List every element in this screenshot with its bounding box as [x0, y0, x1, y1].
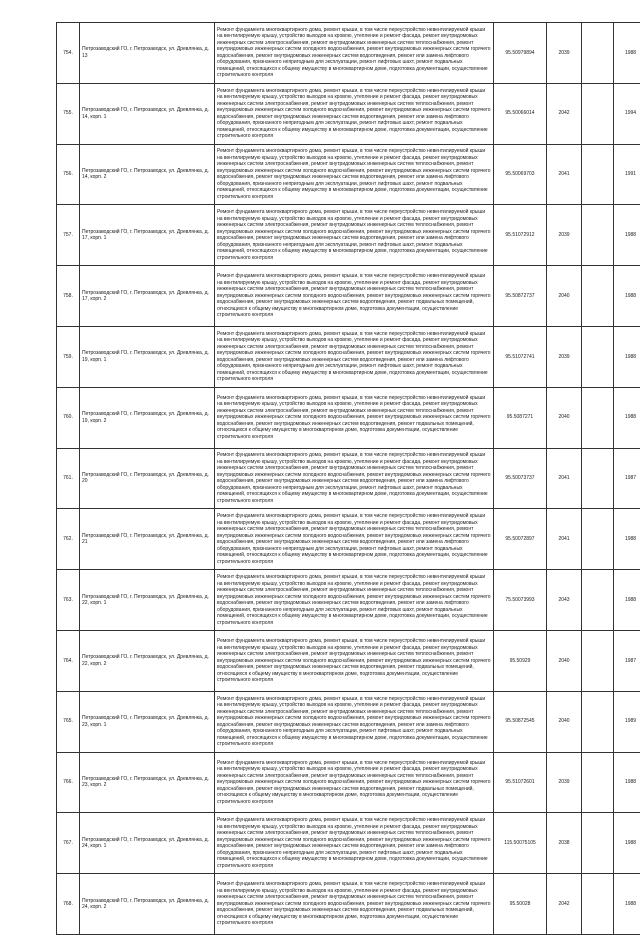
empty-cell [582, 205, 614, 266]
build-year-cell: 1988 [614, 205, 640, 266]
build-year-cell: 1989 [614, 691, 640, 752]
empty-cell [582, 448, 614, 509]
plan-year-cell: 2040 [547, 266, 582, 327]
address-cell: Петрозаводский ГО, г. Петрозаводск, ул. Древлянка, д. 19, корп. 2 [80, 387, 215, 448]
table-row [57, 874, 640, 935]
plan-year-cell: 2041 [547, 509, 582, 570]
works-cell: Ремонт фундамента многоквартирного дома, ремонт крыши, в том числе переустройство невентилируемой крыши на вентилируемую крышу, устройство выходов на кровлю, утепление и ремонт фасада, ремонт внутридомовых инженерных систем электроснабжения, ремонт внутридомовых инженерных систем теплоснабжения, ремонт внутридомовых инженерных систем холодного водоснабжения, ремонт внутридомовых инженерных систем горячего водоснабжения, ремонт внутридомовых инженерных систем водоотведения, ремонт или замена лифтового оборудования, признанного непригодным для эксплуатации, ремонт лифтовых шахт, ремонт подвальных помещений, относящихся к общему имуществу в многоквартирном доме, подготовка документации, осуществление строительного контроля [215, 570, 494, 631]
works-cell: Ремонт фундамента многоквартирного дома, ремонт крыши, в том числе переустройство невентилируемой крыши на вентилируемую крышу, устройство выходов на кровлю, утепление и ремонт фасада, ремонт внутридомовых инженерных систем электроснабжения, ремонт внутридомовых инженерных систем теплоснабжения, ремонт внутридомовых инженерных систем холодного водоснабжения, ремонт внутридомовых инженерных систем горячего водоснабжения, ремонт внутридомовых инженерных систем водоотведения, ремонт или замена лифтового оборудования, признанного непригодным для эксплуатации, ремонт лифтовых шахт, ремонт подвальных помещений, относящихся к общему имуществу в многоквартирном доме, подготовка документации, осуществление строительного контроля [215, 23, 494, 84]
plan-year-cell: 2043 [547, 570, 582, 631]
area-cell: 95.50028 [494, 874, 547, 935]
works-cell: Ремонт фундамента многоквартирного дома, ремонт крыши, в том числе переустройство невентилируемой крыши на вентилируемую крышу, устройство выходов на кровлю, утепление и ремонт фасада, ремонт внутридомовых инженерных систем электроснабжения, ремонт внутридомовых инженерных систем теплоснабжения, ремонт внутридомовых инженерных систем холодного водоснабжения, ремонт внутридомовых инженерных систем горячего водоснабжения, ремонт внутридомовых инженерных систем водоотведения, ремонт или замена лифтового оборудования, признанного непригодным для эксплуатации, ремонт лифтовых шахт, ремонт подвальных помещений, относящихся к общему имуществу в многоквартирном доме, подготовка документации, осуществление строительного контроля [215, 509, 494, 570]
area-cell: 115.50075105 [494, 813, 547, 874]
empty-cell [582, 752, 614, 813]
empty-cell [582, 83, 614, 144]
area-cell: 95.5087271 [494, 387, 547, 448]
works-cell: Ремонт фундамента многоквартирного дома, ремонт крыши, в том числе переустройство невентилируемой крыши на вентилируемую крышу, устройство выходов на кровлю, утепление и ремонт фасада, ремонт внутридомовых инженерных систем электроснабжения, ремонт внутридомовых инженерных систем теплоснабжения, ремонт внутридомовых инженерных систем холодного водоснабжения, ремонт внутридомовых инженерных систем горячего водоснабжения, ремонт внутридомовых инженерных систем водоотведения, ремонт или замена лифтового оборудования, признанного непригодным для эксплуатации, ремонт лифтовых шахт, ремонт подвальных помещений, относящихся к общему имуществу в многоквартирном доме, подготовка документации, осуществление строительного контроля [215, 144, 494, 205]
address-cell: Петрозаводский ГО, г. Петрозаводск, ул. Древлянка, д. 24, корп. 2 [80, 874, 215, 935]
works-cell: Ремонт фундамента многоквартирного дома, ремонт крыши, в том числе переустройство невентилируемой крыши на вентилируемую крышу, устройство выходов на кровлю, утепление и ремонт фасада, ремонт внутридомовых инженерных систем электроснабжения, ремонт внутридомовых инженерных систем теплоснабжения, ремонт внутридомовых инженерных систем холодного водоснабжения, ремонт внутридомовых инженерных систем горячего водоснабжения, ремонт внутридомовых инженерных систем водоотведения, ремонт подвальных помещений, относящихся к общему имуществу в многоквартирном доме, подготовка документации, осуществление строительного контроля [215, 752, 494, 813]
works-cell: Ремонт фундамента многоквартирного дома, ремонт крыши, в том числе переустройство невентилируемой крыши на вентилируемую крышу, устройство выходов на кровлю, утепление и ремонт фасада, ремонт внутридомовых инженерных систем электроснабжения, ремонт внутридомовых инженерных систем теплоснабжения, ремонт внутридомовых инженерных систем холодного водоснабжения, ремонт внутридомовых инженерных систем горячего водоснабжения, ремонт внутридомовых инженерных систем водоотведения, ремонт подвальных помещений, относящихся к общему имуществу в многоквартирном доме, подготовка документации, осуществление строительного контроля [215, 630, 494, 691]
empty-cell [582, 326, 614, 387]
build-year-cell: 1988 [614, 752, 640, 813]
table-row [57, 509, 640, 570]
build-year-cell: 1987 [614, 448, 640, 509]
table-row [57, 144, 640, 205]
plan-year-cell: 2039 [547, 326, 582, 387]
empty-cell [582, 266, 614, 327]
row-number: 755. [57, 83, 80, 144]
works-cell: Ремонт фундамента многоквартирного дома, ремонт крыши, в том числе переустройство невентилируемой крыши на вентилируемую крышу, устройство выходов на кровлю, утепление и ремонт фасада, ремонт внутридомовых инженерных систем электроснабжения, ремонт внутридомовых инженерных систем теплоснабжения, ремонт внутридомовых инженерных систем холодного водоснабжения, ремонт внутридомовых инженерных систем горячего водоснабжения, ремонт внутридомовых инженерных систем водоотведения, ремонт или замена лифтового оборудования, признанного непригодным для эксплуатации, ремонт лифтовых шахт, ремонт подвальных помещений, относящихся к общему имуществу в многоквартирном доме, подготовка документации, осуществление строительного контроля [215, 205, 494, 266]
works-cell: Ремонт фундамента многоквартирного дома, ремонт крыши, в том числе переустройство невентилируемой крыши на вентилируемую крышу, устройство выходов на кровлю, утепление и ремонт фасада, ремонт внутридомовых инженерных систем электроснабжения, ремонт внутридомовых инженерных систем теплоснабжения, ремонт внутридомовых инженерных систем холодного водоснабжения, ремонт внутридомовых инженерных систем горячего водоснабжения, ремонт внутридомовых инженерных систем водоотведения, ремонт или замена лифтового оборудования, признанного непригодным для эксплуатации, ремонт лифтовых шахт, ремонт подвальных помещений, относящихся к общему имуществу в многоквартирном доме, подготовка документации, осуществление строительного контроля [215, 448, 494, 509]
plan-year-cell: 2040 [547, 630, 582, 691]
address-cell: Петрозаводский ГО, г. Петрозаводск, ул. Древлянка, д. 17, корп. 2 [80, 266, 215, 327]
plan-year-cell: 2042 [547, 83, 582, 144]
row-number: 757. [57, 205, 80, 266]
row-number: 754. [57, 23, 80, 84]
works-cell: Ремонт фундамента многоквартирного дома, ремонт крыши, в том числе переустройство невентилируемой крыши на вентилируемую крышу, устройство выходов на кровлю, утепление и ремонт фасада, ремонт внутридомовых инженерных систем электроснабжения, ремонт внутридомовых инженерных систем теплоснабжения, ремонт внутридомовых инженерных систем холодного водоснабжения, ремонт внутридомовых инженерных систем горячего водоснабжения, ремонт внутридомовых инженерных систем водоотведения, ремонт подвальных помещений, относящихся к общему имуществу в многоквартирном доме, подготовка документации, осуществление строительного контроля [215, 874, 494, 935]
empty-cell [582, 691, 614, 752]
plan-year-cell: 2040 [547, 691, 582, 752]
area-cell: 75.50073993 [494, 570, 547, 631]
program-table-body [57, 23, 640, 935]
plan-year-cell: 2038 [547, 813, 582, 874]
works-cell: Ремонт фундамента многоквартирного дома, ремонт крыши, в том числе переустройство невентилируемой крыши на вентилируемую крышу, устройство выходов на кровлю, утепление и ремонт фасада, ремонт внутридомовых инженерных систем электроснабжения, ремонт внутридомовых инженерных систем теплоснабжения, ремонт внутридомовых инженерных систем холодного водоснабжения, ремонт внутридомовых инженерных систем горячего водоснабжения, ремонт внутридомовых инженерных систем водоотведения, ремонт или замена лифтового оборудования, признанного непригодным для эксплуатации, ремонт лифтовых шахт, ремонт подвальных помещений, относящихся к общему имуществу в многоквартирном доме, подготовка документации, осуществление строительного контроля [215, 691, 494, 752]
row-number: 763. [57, 570, 80, 631]
row-number: 768. [57, 874, 80, 935]
plan-year-cell: 2039 [547, 23, 582, 84]
build-year-cell: 1994 [614, 83, 640, 144]
address-cell: Петрозаводский ГО, г. Петрозаводск, ул. Древлянка, д. 24, корп. 1 [80, 813, 215, 874]
address-cell: Петрозаводский ГО, г. Петрозаводск, ул. Древлянка, д. 14, корп. 2 [80, 144, 215, 205]
empty-cell [582, 630, 614, 691]
works-cell: Ремонт фундамента многоквартирного дома, ремонт крыши, в том числе переустройство невентилируемой крыши на вентилируемую крышу, устройство выходов на кровлю, утепление и ремонт фасада, ремонт внутридомовых инженерных систем электроснабжения, ремонт внутридомовых инженерных систем теплоснабжения, ремонт внутридомовых инженерных систем холодного водоснабжения, ремонт внутридомовых инженерных систем горячего водоснабжения, ремонт внутридомовых инженерных систем водоотведения, ремонт или замена лифтового оборудования, признанного непригодным для эксплуатации, ремонт лифтовых шахт, ремонт подвальных помещений, относящихся к общему имуществу в многоквартирном доме, подготовка документации, осуществление строительного контроля [215, 326, 494, 387]
table-row [57, 691, 640, 752]
empty-cell [582, 509, 614, 570]
area-cell: 95.51072912 [494, 205, 547, 266]
row-number: 761. [57, 448, 80, 509]
table-row [57, 266, 640, 327]
row-number: 767. [57, 813, 80, 874]
build-year-cell: 1991 [614, 144, 640, 205]
table-row [57, 813, 640, 874]
area-cell: 95.50872545 [494, 691, 547, 752]
row-number: 765. [57, 691, 80, 752]
row-number: 766. [57, 752, 80, 813]
area-cell: 95.50929 [494, 630, 547, 691]
build-year-cell: 1988 [614, 570, 640, 631]
program-table [56, 22, 640, 935]
table-row [57, 205, 640, 266]
build-year-cell: 1988 [614, 326, 640, 387]
plan-year-cell: 2040 [547, 387, 582, 448]
build-year-cell: 1988 [614, 874, 640, 935]
address-cell: Петрозаводский ГО, г. Петрозаводск, ул. Древлянка, д. 17, корп. 1 [80, 205, 215, 266]
row-number: 758. [57, 266, 80, 327]
address-cell: Петрозаводский ГО, г. Петрозаводск, ул. Древлянка, д. 19, корп. 1 [80, 326, 215, 387]
empty-cell [582, 874, 614, 935]
works-cell: Ремонт фундамента многоквартирного дома, ремонт крыши, в том числе переустройство невентилируемой крыши на вентилируемую крышу, устройство выходов на кровлю, утепление и ремонт фасада, ремонт внутридомовых инженерных систем электроснабжения, ремонт внутридомовых инженерных систем теплоснабжения, ремонт внутридомовых инженерных систем холодного водоснабжения, ремонт внутридомовых инженерных систем горячего водоснабжения, ремонт внутридомовых инженерных систем водоотведения, ремонт подвальных помещений, относящихся к общему имуществу в многоквартирном доме, подготовка документации, осуществление строительного контроля [215, 266, 494, 327]
works-cell: Ремонт фундамента многоквартирного дома, ремонт крыши, в том числе переустройство невентилируемой крыши на вентилируемую крышу, устройство выходов на кровлю, утепление и ремонт фасада, ремонт внутридомовых инженерных систем электроснабжения, ремонт внутридомовых инженерных систем теплоснабжения, ремонт внутридомовых инженерных систем холодного водоснабжения, ремонт внутридомовых инженерных систем горячего водоснабжения, ремонт внутридомовых инженерных систем водоотведения, ремонт или замена лифтового оборудования, признанного непригодным для эксплуатации, ремонт лифтовых шахт, ремонт подвальных помещений, относящихся к общему имуществу в многоквартирном доме, подготовка документации, осуществление строительного контроля [215, 83, 494, 144]
build-year-cell: 1987 [614, 630, 640, 691]
table-row [57, 752, 640, 813]
build-year-cell: 1988 [614, 509, 640, 570]
works-cell: Ремонт фундамента многоквартирного дома, ремонт крыши, в том числе переустройство невентилируемой крыши на вентилируемую крышу, устройство выходов на кровлю, утепление и ремонт фасада, ремонт внутридомовых инженерных систем электроснабжения, ремонт внутридомовых инженерных систем теплоснабжения, ремонт внутридомовых инженерных систем холодного водоснабжения, ремонт внутридомовых инженерных систем горячего водоснабжения, ремонт внутридомовых инженерных систем водоотведения, ремонт подвальных помещений, относящихся к общему имуществу в многоквартирном доме, подготовка документации, осуществление строительного контроля [215, 387, 494, 448]
empty-cell [582, 23, 614, 84]
area-cell: 95.50073737 [494, 448, 547, 509]
address-cell: Петрозаводский ГО, г. Петрозаводск, ул. Древлянка, д. 22, корп. 2 [80, 630, 215, 691]
address-cell: Петрозаводский ГО, г. Петрозаводск, ул. Древлянка, д. 21 [80, 509, 215, 570]
area-cell: 95.50072897 [494, 509, 547, 570]
empty-cell [582, 387, 614, 448]
empty-cell [582, 813, 614, 874]
plan-year-cell: 2042 [547, 874, 582, 935]
build-year-cell: 1988 [614, 266, 640, 327]
build-year-cell: 1988 [614, 813, 640, 874]
address-cell: Петрозаводский ГО, г. Петрозаводск, ул. Древлянка, д. 23, корп. 1 [80, 691, 215, 752]
build-year-cell: 1988 [614, 387, 640, 448]
empty-cell [582, 570, 614, 631]
table-row [57, 570, 640, 631]
area-cell: 95.50066014 [494, 83, 547, 144]
row-number: 760. [57, 387, 80, 448]
plan-year-cell: 2039 [547, 752, 582, 813]
area-cell: 95.50069703 [494, 144, 547, 205]
plan-year-cell: 2039 [547, 205, 582, 266]
table-row [57, 387, 640, 448]
area-cell: 95.50872737 [494, 266, 547, 327]
table-row [57, 630, 640, 691]
plan-year-cell: 2041 [547, 144, 582, 205]
area-cell: 95.51072741 [494, 326, 547, 387]
row-number: 759. [57, 326, 80, 387]
table-row [57, 83, 640, 144]
address-cell: Петрозаводский ГО, г. Петрозаводск, ул. Древлянка, д. 14, корп. 1 [80, 83, 215, 144]
table-row [57, 326, 640, 387]
empty-cell [582, 144, 614, 205]
area-cell: 95.50979894 [494, 23, 547, 84]
area-cell: 95.51072601 [494, 752, 547, 813]
table-row [57, 448, 640, 509]
row-number: 762. [57, 509, 80, 570]
table-row [57, 23, 640, 84]
address-cell: Петрозаводский ГО, г. Петрозаводск, ул. Древлянка, д. 22, корп. 1 [80, 570, 215, 631]
address-cell: Петрозаводский ГО, г. Петрозаводск, ул. Древлянка, д. 23, корп. 2 [80, 752, 215, 813]
row-number: 756. [57, 144, 80, 205]
address-cell: Петрозаводский ГО, г. Петрозаводск, ул. Древлянка, д. 13 [80, 23, 215, 84]
works-cell: Ремонт фундамента многоквартирного дома, ремонт крыши, в том числе переустройство невентилируемой крыши на вентилируемую крышу, устройство выходов на кровлю, утепление и ремонт фасада, ремонт внутридомовых инженерных систем электроснабжения, ремонт внутридомовых инженерных систем теплоснабжения, ремонт внутридомовых инженерных систем холодного водоснабжения, ремонт внутридомовых инженерных систем горячего водоснабжения, ремонт внутридомовых инженерных систем водоотведения, ремонт или замена лифтового оборудования, признанного непригодным для эксплуатации, ремонт лифтовых шахт, ремонт подвальных помещений, относящихся к общему имуществу в многоквартирном доме, подготовка документации, осуществление строительного контроля [215, 813, 494, 874]
address-cell: Петрозаводский ГО, г. Петрозаводск, ул. Древлянка, д. 20 [80, 448, 215, 509]
row-number: 764. [57, 630, 80, 691]
plan-year-cell: 2041 [547, 448, 582, 509]
build-year-cell: 1988 [614, 23, 640, 84]
